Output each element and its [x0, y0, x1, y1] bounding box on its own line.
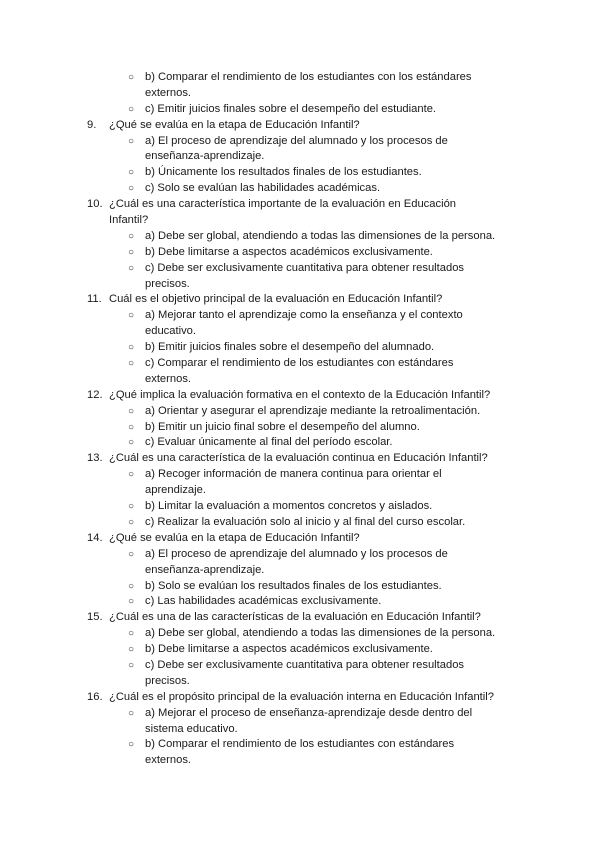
option-line [0, 420, 600, 436]
question-number: 16. [87, 690, 103, 703]
circle-bullet-icon: ○ [128, 437, 135, 449]
option-line [0, 642, 600, 658]
question-text: Cuál es el objetivo principal de la evaluación en Educación Infantil? [109, 293, 443, 306]
option-text: b) Únicamente los resultados finales de los estudiantes. [145, 166, 422, 179]
question-number: 13. [87, 452, 103, 465]
question-item [0, 118, 600, 197]
option-text: externos. [145, 372, 192, 385]
option-line [0, 404, 600, 420]
question-line [0, 197, 600, 213]
question-text: ¿Cuál es una de las características de la evaluación en Educación Infantil? [109, 611, 481, 624]
option-text: c) Debe ser exclusivamente cuantitativa para obtener resultados [145, 261, 465, 274]
option-text: sistema educativo. [145, 722, 238, 735]
option-line [0, 340, 600, 356]
option-text: b) Solo se evalúan los resultados finales de los estudiantes. [145, 579, 442, 592]
option-text: a) Recoger información de manera continua para orientar el [145, 468, 442, 481]
question-item [0, 292, 600, 387]
circle-bullet-icon: ○ [128, 659, 135, 671]
option-line [0, 722, 600, 738]
option-line [0, 483, 600, 499]
circle-bullet-icon: ○ [128, 548, 135, 560]
question-line [0, 213, 600, 229]
option-text: a) Mejorar tanto el aprendizaje como la enseñanza y el contexto [145, 309, 463, 322]
question-number: 10. [87, 198, 103, 211]
question-line [0, 451, 600, 467]
option-text: c) Las habilidades académicas exclusivamente. [145, 595, 382, 608]
option-line [0, 308, 600, 324]
option-line [0, 70, 600, 86]
question-item [0, 610, 600, 689]
option-text: b) Comparar el rendimiento de los estudiantes con los estándares [145, 71, 472, 83]
option-text: b) Debe limitarse a aspectos académicos exclusivamente. [145, 643, 433, 656]
option-text: b) Limitar la evaluación a momentos concretos y aislados. [145, 500, 433, 513]
option-text: c) Realizar la evaluación solo al inicio y al final del curso escolar. [145, 515, 466, 528]
question-number: 14. [87, 531, 103, 544]
circle-bullet-icon: ○ [128, 707, 135, 719]
option-line [0, 515, 600, 531]
question-line [0, 531, 600, 547]
option-text: b) Comparar el rendimiento de los estudiantes con estándares [145, 738, 455, 751]
question-line [0, 292, 600, 308]
option-line [0, 563, 600, 579]
option-line [0, 674, 600, 690]
option-line [0, 435, 600, 451]
option-line [0, 594, 600, 610]
circle-bullet-icon: ○ [128, 230, 135, 242]
circle-bullet-icon: ○ [128, 739, 135, 751]
option-text: b) Emitir juicios finales sobre el desempeño del alumnado. [145, 341, 435, 354]
question-text: ¿Cuál es una característica importante de la evaluación en Educación [109, 198, 457, 211]
option-text: aprendizaje. [145, 484, 206, 497]
circle-bullet-icon: ○ [128, 358, 135, 370]
circle-bullet-icon: ○ [128, 580, 135, 592]
circle-bullet-icon: ○ [128, 135, 135, 147]
question-number: 15. [87, 611, 103, 624]
question-item [0, 388, 600, 452]
question-text: ¿Cuál es una característica de la evaluación continua en Educación Infantil? [109, 452, 488, 465]
circle-bullet-icon: ○ [128, 183, 135, 195]
question-item [0, 451, 600, 530]
question-text: ¿Qué se evalúa en la etapa de Educación Infantil? [109, 531, 360, 544]
option-line [0, 547, 600, 563]
circle-bullet-icon: ○ [128, 516, 135, 528]
question-text: Infantil? [109, 214, 149, 227]
circle-bullet-icon: ○ [128, 469, 135, 481]
option-text: b) Debe limitarse a aspectos académicos exclusivamente. [145, 245, 433, 258]
option-line [0, 86, 600, 102]
option-line [0, 245, 600, 261]
question-line [0, 690, 600, 706]
option-text: enseñanza-aprendizaje. [145, 563, 265, 576]
question-line [0, 118, 600, 134]
circle-bullet-icon: ○ [128, 103, 135, 115]
option-line [0, 579, 600, 595]
circle-bullet-icon: ○ [128, 167, 135, 179]
question-text: ¿Qué se evalúa en la etapa de Educación Infantil? [109, 118, 360, 131]
question-number: 9. [87, 118, 97, 131]
option-line [0, 149, 600, 165]
option-line [0, 737, 600, 753]
option-text: a) El proceso de aprendizaje del alumnado y los procesos de [145, 547, 448, 560]
option-line [0, 277, 600, 293]
option-text: a) Debe ser global, atendiendo a todas las dimensiones de la persona. [145, 229, 496, 242]
circle-bullet-icon: ○ [128, 246, 135, 258]
option-text: enseñanza-aprendizaje. [145, 150, 265, 163]
circle-bullet-icon: ○ [128, 405, 135, 417]
circle-bullet-icon: ○ [128, 596, 135, 608]
option-line [0, 229, 600, 245]
option-line [0, 753, 600, 769]
question-item [0, 531, 600, 610]
option-line [0, 134, 600, 150]
circle-bullet-icon: ○ [128, 628, 135, 640]
circle-bullet-icon: ○ [128, 262, 135, 274]
question-list [0, 70, 600, 769]
option-text: c) Evaluar únicamente al final del período escolar. [145, 436, 393, 449]
option-text: a) El proceso de aprendizaje del alumnado y los procesos de [145, 134, 448, 147]
option-line [0, 165, 600, 181]
question-item [0, 197, 600, 292]
option-line [0, 324, 600, 340]
question-line [0, 388, 600, 404]
option-text: c) Debe ser exclusivamente cuantitativa para obtener resultados [145, 658, 465, 671]
option-line [0, 499, 600, 515]
option-text: precisos. [145, 277, 190, 290]
option-line [0, 706, 600, 722]
option-line [0, 102, 600, 118]
question-item [0, 690, 600, 769]
option-text: educativo. [145, 325, 196, 338]
option-line [0, 261, 600, 277]
circle-bullet-icon: ○ [128, 342, 135, 354]
option-line [0, 658, 600, 674]
question-text: ¿Qué implica la evaluación formativa en el contexto de la Educación Infantil? [109, 388, 491, 401]
circle-bullet-icon: ○ [128, 421, 135, 433]
circle-bullet-icon: ○ [128, 72, 135, 83]
option-text: a) Mejorar el proceso de enseñanza-aprendizaje desde dentro del [145, 706, 473, 719]
option-line [0, 356, 600, 372]
question-number: 11. [87, 293, 102, 306]
circle-bullet-icon: ○ [128, 310, 135, 322]
option-text: c) Emitir juicios finales sobre el desempeño del estudiante. [145, 102, 437, 115]
option-text: a) Debe ser global, atendiendo a todas las dimensiones de la persona. [145, 627, 496, 640]
question-number: 12. [87, 388, 103, 401]
option-text: c) Comparar el rendimiento de los estudiantes con estándares [145, 357, 454, 370]
circle-bullet-icon: ○ [128, 644, 135, 656]
option-text: externos. [145, 754, 192, 767]
question-text: ¿Cuál es el propósito principal de la evaluación interna en Educación Infantil? [109, 690, 494, 703]
option-line [0, 372, 600, 388]
option-text: externos. [145, 86, 192, 99]
option-text: b) Emitir un juicio final sobre el desempeño del alumno. [145, 420, 420, 433]
option-text: c) Solo se evalúan las habilidades académicas. [145, 182, 381, 195]
option-text: a) Orientar y asegurar el aprendizaje mediante la retroalimentación. [145, 404, 481, 417]
option-line [0, 467, 600, 483]
option-line [0, 626, 600, 642]
option-line [0, 181, 600, 197]
carryover-options [0, 70, 600, 118]
question-line [0, 610, 600, 626]
circle-bullet-icon: ○ [128, 501, 135, 513]
option-text: precisos. [145, 674, 190, 687]
